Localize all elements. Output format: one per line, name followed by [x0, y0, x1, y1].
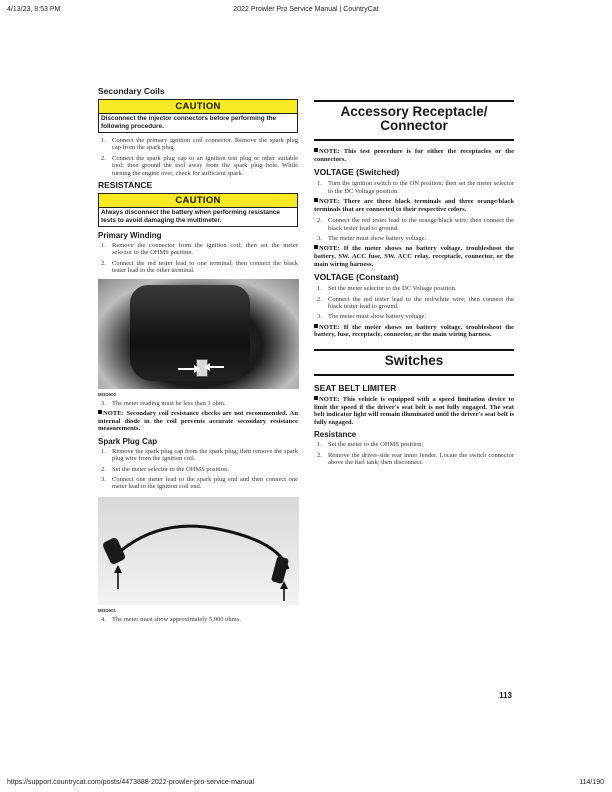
step-text: Connect the red tester lead to the red/white wire; then connect the black tester lead to ground.: [328, 295, 514, 310]
step-number: 3.: [317, 313, 322, 321]
step: [98, 137, 298, 152]
step-text: Set the meter to the OHMS position.: [328, 441, 424, 449]
step: [314, 235, 514, 242]
print-page-title: 2022 Prowler Pro Service Manual | CountryCat: [233, 6, 379, 13]
step: [98, 400, 298, 407]
step-text: Connect the primary ignition coil connector. Remove the spark plug cap from the spark plug.: [112, 137, 298, 152]
step-number: 2.: [101, 465, 106, 473]
step: [314, 441, 514, 448]
step-text: Remove the spark plug cap from the spark plug; then remove the spark plug wire from the ignition coil.: [112, 447, 298, 463]
step: [98, 260, 298, 275]
bullet-square-icon: [314, 324, 318, 328]
heading-voltage-constant: VOLTAGE (Constant): [314, 272, 399, 283]
photo-label: MOD500: [98, 391, 117, 397]
step-text: The meter must show battery voltage.: [328, 235, 427, 242]
bullet-square-icon: [98, 410, 102, 414]
primary-winding-step3: [98, 400, 298, 407]
heading-voltage-switched: VOLTAGE (Switched): [314, 167, 400, 178]
step-text: Remove the connector from the ignition coil; then set the meter selector to the OHMS position.: [112, 242, 298, 257]
step: [98, 242, 298, 257]
right-column: [314, 100, 514, 470]
primary-winding-steps: [98, 242, 298, 275]
voltage-constant-steps: [314, 285, 514, 321]
voltage-switched-steps: [314, 180, 514, 195]
title-underline: [314, 139, 514, 141]
step-number: 2.: [317, 451, 322, 459]
step-number: 1.: [101, 137, 106, 144]
heading-seat-belt-limiter: SEAT BELT LIMITER: [314, 383, 397, 393]
note-troubleshoot-constant: [314, 324, 514, 339]
heading-spark-plug-cap: Spark Plug Cap: [98, 436, 158, 446]
heading-primary-winding: Primary Winding: [98, 231, 162, 241]
step-number: 2.: [317, 217, 322, 225]
heading-secondary-coils: Secondary Coils: [98, 86, 165, 96]
step-number: 4.: [101, 615, 106, 623]
caution-text: Always disconnect the battery when performing resistance tests to avoid damaging the multimeter.: [101, 209, 280, 225]
step-text: The meter must show battery voltage.: [328, 313, 427, 321]
step: [314, 296, 514, 311]
print-timestamp: 4/13/23, 8:53 PM: [7, 6, 61, 13]
print-pagination: 114/190: [579, 779, 604, 786]
step-text: The meter reading must be less than 1 ohm.: [112, 399, 226, 407]
note-text: NOTE: There are three black terminals and three orange/black terminals that are connected to their respective colors.: [314, 198, 514, 213]
caution-title: CAUTION: [99, 194, 297, 208]
heading-resistance: RESISTANCE: [98, 180, 153, 191]
resistance-switch-steps: [314, 441, 514, 466]
note-terminals: [314, 198, 514, 213]
spark-plug-cap-step4: [98, 616, 298, 623]
heading-resistance-switch: Resistance: [314, 430, 357, 440]
spark-plug-cap-steps: [98, 448, 298, 491]
step-number: 2.: [101, 259, 106, 267]
arrow-right-icon: [178, 365, 200, 373]
coil-boot-shape: [271, 556, 289, 584]
note-text: NOTE: This test procedure is for either the receptacles or the connectors.: [314, 148, 514, 163]
step-number: 2.: [101, 154, 106, 162]
note-text: NOTE: This vehicle is equipped with a speed limitation device to limit the speed if the driver's seat belt is not fully engaged. The seat belt indicator light will remain illuminated until the driver's seat belt is fully engaged.: [314, 396, 514, 426]
ignition-coil-photo: [98, 279, 299, 397]
spark-plug-wire-photo: [98, 497, 299, 613]
title-switches: Switches: [314, 349, 514, 368]
step: [98, 616, 298, 623]
step-text: Connect one meter lead to the spark plug end and then connect one meter lead to the ignition coil end.: [112, 476, 298, 491]
secondary-coils-steps: [98, 137, 298, 177]
note-text: NOTE: Secondary coil resistance checks are not recommended. An internal diode in the coil prevents accurate secondary resistance measurements.: [98, 410, 298, 433]
arrow-up-icon: [114, 565, 122, 589]
bullet-square-icon: [314, 148, 318, 152]
step-number: 2.: [317, 295, 322, 303]
photo-label: MOD501: [98, 607, 117, 613]
step-number: 1.: [101, 447, 106, 455]
step: [314, 180, 514, 195]
title-underline: [314, 374, 514, 376]
print-url: https://support.countrycat.com/posts/4473888-2022-prowler-pro-service-manual: [7, 779, 255, 786]
step-number: 3.: [101, 476, 106, 484]
step: [98, 466, 298, 473]
wire-shape: [116, 526, 288, 569]
step-number: 1.: [317, 441, 322, 449]
caution-text: Disconnect the injector connectors before performing the following procedure.: [101, 115, 277, 130]
note-text: NOTE: If the meter shows no battery voltage, troubleshoot the battery, fuse, receptacle, connector, or the main wiring harness.: [314, 323, 514, 339]
arrow-icons: [98, 279, 299, 389]
spark-plug-wire-drawing: [98, 497, 299, 605]
arrow-up-icon: [280, 581, 288, 601]
note-secondary-coil: [98, 410, 298, 433]
step-text: Set the meter selector to the DC Voltage position.: [328, 285, 457, 293]
arrow-left-icon: [204, 363, 224, 371]
manual-page: [92, 78, 522, 700]
step: [98, 476, 298, 491]
note-text: NOTE: If the meter shows no battery voltage, troubleshoot the battery, SW. ACC fuse, SW. ACC relay, receptacle, connector, or the main wiring harness.: [314, 245, 514, 268]
bullet-square-icon: [314, 198, 318, 202]
caution-title: CAUTION: [99, 100, 297, 114]
step-number: 1.: [317, 180, 322, 188]
step: [314, 285, 514, 292]
caution-box-battery: [98, 193, 298, 227]
note-seat-belt: [314, 396, 514, 426]
step-number: 1.: [101, 242, 106, 250]
step-text: Set the meter selector to the OHMS position.: [112, 465, 229, 473]
step-text: The meter must show approximately 5,000 ohms.: [112, 615, 241, 623]
step: [314, 313, 514, 320]
step: [98, 155, 298, 177]
left-column: [98, 86, 298, 626]
note-troubleshoot-switched: [314, 245, 514, 268]
voltage-switched-steps-2: [314, 217, 514, 242]
bullet-square-icon: [314, 396, 318, 400]
bullet-square-icon: [314, 245, 318, 249]
plug-boot-shape: [102, 537, 127, 566]
title-accessory-receptacle: Accessory Receptacle/ Connector: [314, 100, 514, 133]
step-text: Connect the red tester lead to one terminal; then connect the black tester lead to the other terminal.: [112, 259, 298, 275]
step-number: 3.: [317, 235, 322, 242]
step-text: Turn the ignition switch to the ON position; then set the meter selector to the DC Voltage position.: [328, 180, 514, 195]
step-number: 3.: [101, 399, 106, 407]
note-test-procedure: [314, 148, 514, 163]
step-text: Connect the red tester lead to the orange/black wire; then connect the black tester lead to ground.: [328, 217, 514, 232]
step: [314, 217, 514, 232]
browser-print-header: [0, 6, 612, 18]
step: [98, 448, 298, 463]
step-text: Connect the spark plug cap to an ignition test plug or other suitable tool; then ground the tool away from the spark plug hole. While turning the engine over, check for sufficient spark.: [112, 154, 298, 177]
step: [314, 452, 514, 467]
step-text: Remove the driver-side rear inner fender. Locate the switch connector above the fuel tank; then disconnect.: [328, 451, 514, 467]
step-number: 1.: [317, 285, 322, 293]
page-number: 113: [499, 691, 512, 700]
caution-box-injector: [98, 99, 298, 133]
